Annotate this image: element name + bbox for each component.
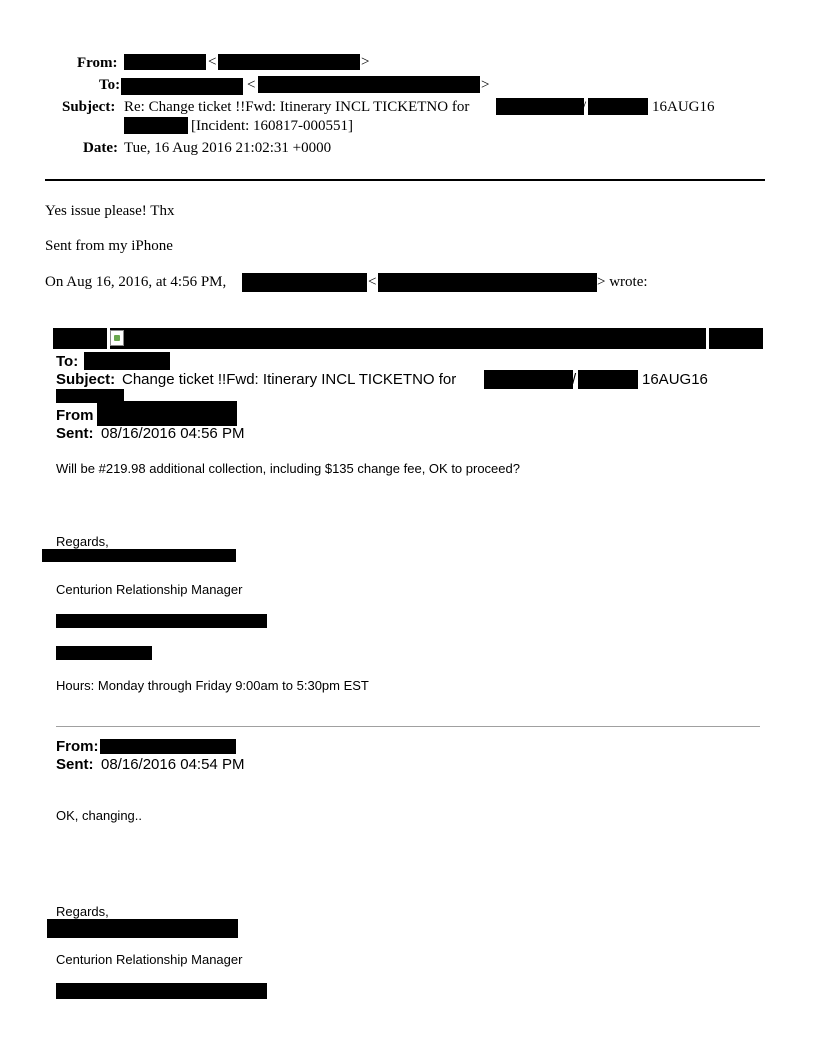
redacted-sender-name <box>124 54 206 70</box>
subject-label: Subject: <box>62 99 116 115</box>
redacted-subject-name-2 <box>588 98 648 115</box>
header-divider <box>45 179 765 181</box>
to-label: To: <box>99 77 121 93</box>
redacted-recipient-name <box>121 78 243 95</box>
reply-line-1: Yes issue please! Thx <box>45 203 175 219</box>
subject-date: 16AUG16 <box>652 99 715 115</box>
q2-from-label: From: <box>56 738 99 755</box>
redacted-q1-contact-2 <box>56 646 152 660</box>
to-lt: < <box>247 77 256 93</box>
q1-subject-label: Subject: <box>56 371 116 388</box>
q2-regards: Regards, <box>56 904 109 919</box>
q1-subject-slash: / <box>572 371 577 388</box>
wrote-suffix: > wrote: <box>597 274 648 290</box>
q1-hours: Hours: Monday through Friday 9:00am to 5:30pm EST <box>56 678 369 693</box>
redacted-banner <box>53 328 763 349</box>
redacted-q1-signature-name <box>42 549 236 562</box>
broken-image-icon <box>110 330 124 346</box>
redacted-subject-code <box>124 117 188 134</box>
date-value: Tue, 16 Aug 2016 21:02:31 +0000 <box>124 140 332 156</box>
redacted-q1-to <box>84 352 170 370</box>
redacted-subject-name-1 <box>496 98 587 115</box>
q1-subject-date: 16AUG16 <box>642 371 708 388</box>
from-gt: > <box>361 54 370 70</box>
q1-from-label: From <box>56 407 94 424</box>
q1-sent-value: 08/16/2016 04:56 PM <box>101 425 245 442</box>
redacted-q2-contact-1 <box>56 983 267 999</box>
redacted-q2-signature-name <box>47 919 238 938</box>
reply-line-2: Sent from my iPhone <box>45 238 173 254</box>
q2-sent-value: 08/16/2016 04:54 PM <box>101 756 245 773</box>
wrote-prefix: On Aug 16, 2016, at 4:56 PM, <box>45 274 227 290</box>
q2-body: OK, changing.. <box>56 808 142 823</box>
quote-divider <box>56 726 760 727</box>
wrote-lt: < <box>368 274 377 290</box>
redacted-sender-email <box>218 54 360 70</box>
redacted-recipient-email <box>258 76 480 93</box>
subject-slash: / <box>582 99 587 115</box>
q1-body: Will be #219.98 additional collection, including $135 change fee, OK to proceed? <box>56 461 520 476</box>
q2-role: Centurion Relationship Manager <box>56 952 243 967</box>
redacted-writer-name <box>242 273 367 292</box>
q1-role: Centurion Relationship Manager <box>56 582 243 597</box>
q2-sent-label: Sent: <box>56 756 94 773</box>
redacted-q1-subject-name-1 <box>484 370 573 389</box>
to-gt: > <box>481 77 490 93</box>
q1-subject-text: Change ticket !!Fwd: Itinerary INCL TICKETNO for <box>122 371 457 388</box>
redacted-q1-subject-name-2 <box>578 370 638 389</box>
q1-regards: Regards, <box>56 534 109 549</box>
from-label: From: <box>77 55 118 71</box>
q1-to-label: To: <box>56 353 79 370</box>
redacted-writer-email <box>378 273 597 292</box>
date-label: Date: <box>83 140 118 156</box>
banner-gap-right <box>706 328 709 349</box>
redacted-q1-from <box>97 401 237 426</box>
redacted-q1-contact-1 <box>56 614 267 628</box>
q1-sent-label: Sent: <box>56 425 94 442</box>
subject-text: Re: Change ticket !!Fwd: Itinerary INCL TICKETNO for <box>124 99 470 115</box>
from-lt: < <box>208 54 217 70</box>
redacted-q2-from <box>100 739 236 754</box>
subject-incident: [Incident: 160817-000551] <box>191 118 354 134</box>
